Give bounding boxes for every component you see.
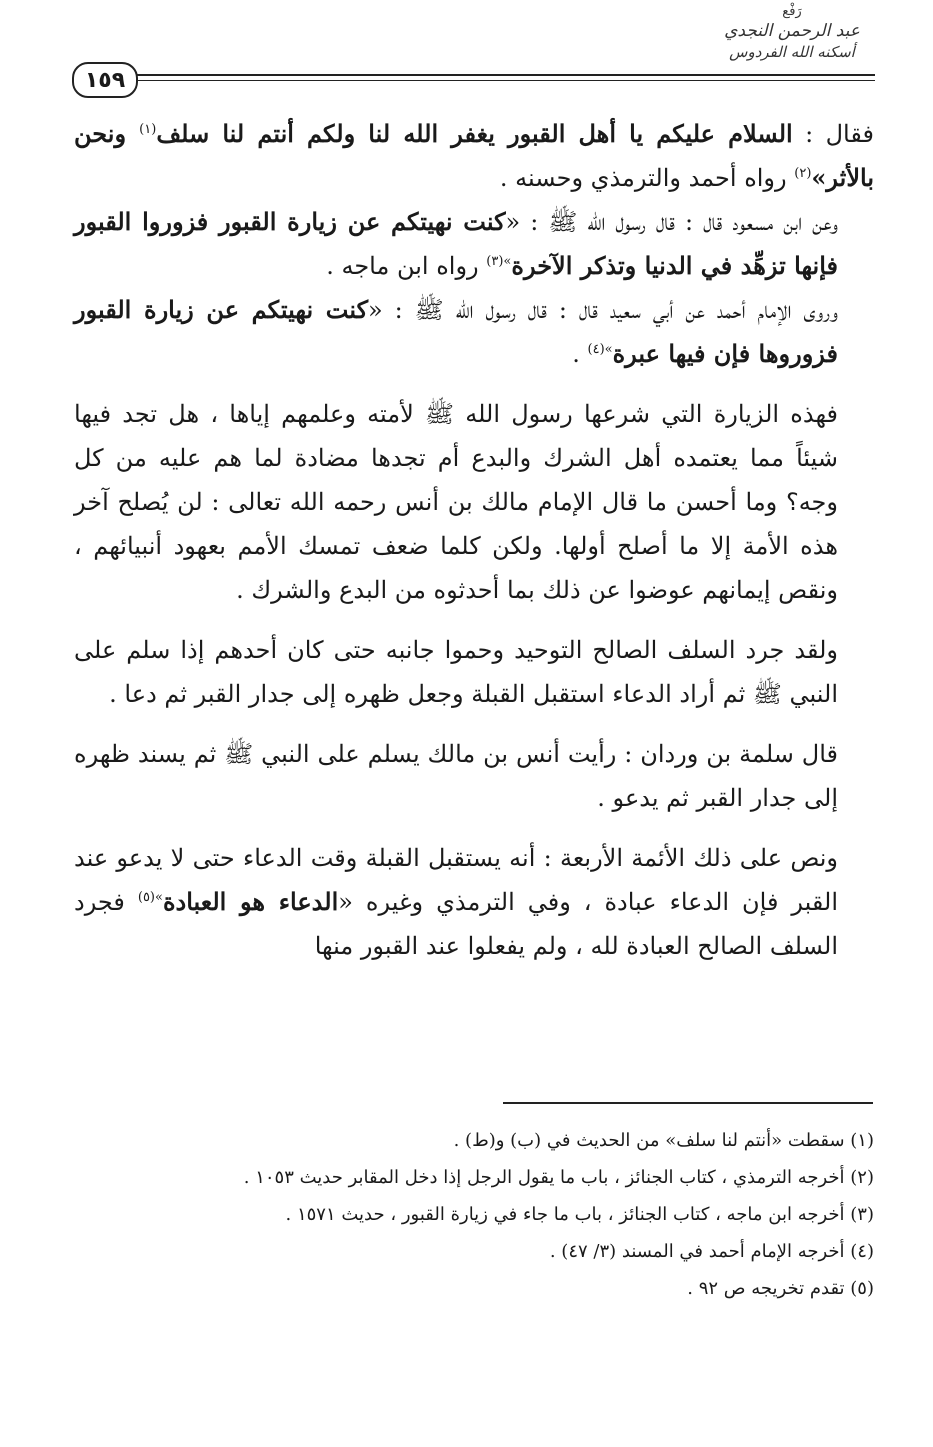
hadith-quote: كنت نهيتكم عن زيارة القبور فزوروا القبور فإنها تزهِّد في الدنيا وتذكر الآخرة [74, 207, 838, 280]
ownership-stamp [702, 4, 882, 74]
footnotes [74, 1122, 874, 1307]
footnote-2: (٢) أخرجه الترمذي ، كتاب الجنائز ، باب ما يقول الرجل إذا دخل المقابر حديث ١٠٥٣ . [243, 1167, 874, 1188]
paragraph-2 [74, 200, 874, 288]
header-rule-thin [118, 80, 875, 81]
text-run: ونص على ذلك الأئمة الأربعة : أنه يستقبل القبلة وقت الدعاء حتى لا يدعو عند القبر فإن الدعاء عبادة ، وفي الترمذي وغيره « [74, 844, 839, 916]
paragraph-6: قال سلمة بن وردان : رأيت أنس بن مالك يسلم على النبي ﷺ ثم يسند ظهره إلى جدار القبر ثم يدعو . [74, 740, 838, 812]
footnote-5: (٥) تقدم تخريجه ص ٩٢ . [687, 1278, 874, 1299]
paragraph-7 [74, 836, 874, 968]
footnote-ref: »(٥) [137, 890, 163, 905]
hadith-quote: الدعاء هو العبادة [162, 887, 339, 916]
paragraph-5: ولقد جرد السلف الصالح التوحيد وحموا جانبه حتى كان أحدهم إذا سلم على النبي ﷺ ثم أراد الدعاء استقبل القبلة وجعل ظهره إلى جدار القبر ثم دعا . [74, 636, 838, 708]
footnote-4: (٤) أخرجه الإمام أحمد في المسند (٣/ ٤٧) . [549, 1241, 874, 1262]
hadith-quote: كنت نهيتكم عن زيارة القبور فزوروها فإن فيها عبرة [74, 295, 838, 368]
main-text [74, 112, 874, 968]
footnote-divider [503, 1102, 873, 1104]
footnote-3: (٣) أخرجه ابن ماجه ، كتاب الجنائز ، باب ما جاء في زيارة القبور ، حديث ١٥٧١ . [285, 1204, 874, 1225]
footnote-ref: »(٤) [587, 342, 613, 357]
text-run: رواه أحمد والترمذي وحسنه . [499, 164, 795, 192]
stamp-line-2: عبد الرحمن النجدي [724, 21, 860, 41]
footnote-ref: »(٣) [486, 254, 512, 269]
paragraph-4: فهذه الزيارة التي شرعها رسول الله ﷺ لأمته وعلمهم إياها ، هل تجد فيها شيئاً مما يعتمده أهل الشرك والبدع أم تجدها مضادة لما هم عليه من كل وجه؟ وما أحسن ما قال الإمام مالك بن أنس رحمه الله تعالى : لن يُصلح آخر هذه الأمة إلا ما أصلح أولها. ولكن كلما ضعف تمسك الأمم بعهود أنبيائهم ، ونقص إيمانهم عوضوا عن ذلك بما أحدثوه من البدع والشرك . [74, 400, 838, 604]
stamp-line-3: أسكنه الله الفردوس [729, 43, 855, 61]
text-run: . [572, 340, 588, 368]
text-run: فقال : [792, 120, 874, 148]
header-rule [118, 74, 875, 76]
text-run: وروى الإمام أحمد عن أبي سعيد قال : قال رسول الله ﷺ : « [368, 296, 838, 324]
text-run: وعن ابن مسعود قال : قال رسول الله ﷺ : « [505, 208, 839, 236]
text-run: فجرد السلف الصالح العبادة لله ، ولم يفعلوا عند القبور منها [74, 888, 838, 960]
hadith-quote: ونحن بالأثر» [74, 119, 874, 192]
stamp-line-1: رَفْع [782, 4, 802, 19]
footnote-ref: (١) [139, 122, 157, 137]
page-number: ١٥٩ [72, 62, 138, 98]
hadith-quote: السلام عليكم يا أهل القبور يغفر الله لنا ولكم أنتم لنا سلف [156, 119, 793, 148]
footnote-1: (١) سقطت «أنتم لنا سلف» من الحديث في (ب) و(ط) . [453, 1130, 874, 1151]
footnote-ref: (٢) [794, 166, 812, 181]
paragraph-1 [74, 112, 874, 200]
text-run: رواه ابن ماجه . [326, 252, 487, 280]
paragraph-3 [74, 288, 874, 376]
